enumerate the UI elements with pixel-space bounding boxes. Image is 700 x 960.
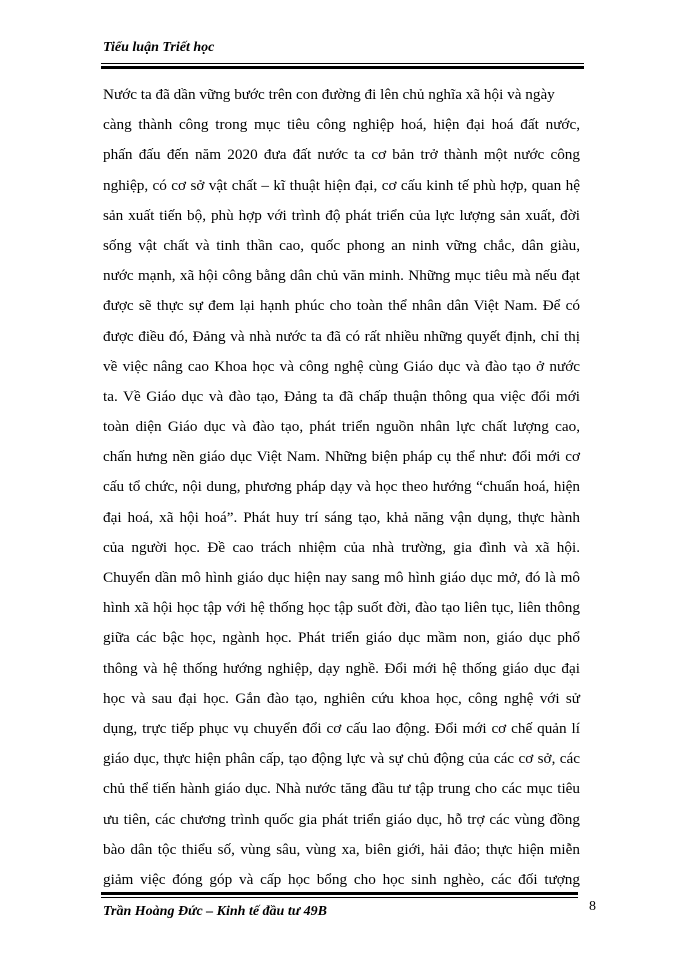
header-divider <box>101 63 584 69</box>
text-line: chủ thể tiến hành giáo dục. Nhà nước tăng đầu tư tập trung cho các mục tiêu <box>103 780 580 798</box>
footer-divider <box>101 892 578 898</box>
text-line: ta. Về Giáo dục và đào tạo, Đảng ta đã chấp thuận thông qua việc đổi mới <box>103 387 580 405</box>
text-line: hình xã hội học tập với hệ thống học tập suốt đời, đào tạo liên tục, liên thông <box>103 599 580 617</box>
text-line: nghiệp, có cơ sở vật chất – kĩ thuật hiện đại, cơ cấu kinh tế phù hợp, quan hệ <box>103 176 580 194</box>
text-line: Chuyển dần mô hình giáo dục hiện nay sang mô hình giáo dục mở, đó là mô <box>103 569 580 586</box>
text-line: đại hoá, xã hội hoá”. Phát huy trí sáng tạo, khả năng vận dụng, thực hành <box>103 508 580 526</box>
text-line: toàn diện Giáo dục và đào tạo, phát triển nguồn nhân lực chất lượng cao, <box>103 418 580 436</box>
header-title: Tiểu luận Triết học <box>103 40 215 55</box>
text-line: được sẽ thực sự đem lại hạnh phúc cho toàn thể nhân dân Việt Nam. Để có <box>103 297 580 315</box>
text-line: ưu tiên, các chương trình quốc gia phát triển giáo dục, hỗ trợ các vùng đồng <box>103 810 580 828</box>
text-line: bào dân tộc thiểu số, vùng sâu, vùng xa, biên giới, hải đảo; thực hiện miễn <box>103 840 580 858</box>
text-line: học và sau đại học. Gắn đào tạo, nghiên cứu khoa học, công nghệ với sử <box>103 689 580 707</box>
text-line: thông và hệ thống hướng nghiệp, dạy nghề. Đổi mới hệ thống giáo dục đại <box>103 659 580 677</box>
text-line: của người học. Đề cao trách nhiệm của nhà trường, gia đình và xã hội. <box>103 538 580 556</box>
text-line: chấn hưng nền giáo dục Việt Nam. Những biện pháp cụ thể như: đổi mới cơ <box>103 448 580 466</box>
text-line: nước mạnh, xã hội công bằng dân chủ văn minh. Những mục tiêu mà nếu đạt <box>103 267 580 285</box>
text-line: giáo dục, thực hiện phân cấp, tạo động lực và sự chủ động của các cơ sở, các <box>103 750 580 768</box>
text-line: càng thành công trong mục tiêu công nghiệp hoá, hiện đại hoá đất nước, <box>103 116 580 134</box>
text-line: giữa các bậc học, ngành học. Phát triển giáo dục mầm non, giáo dục phổ <box>103 629 580 647</box>
text-line: cấu tổ chức, nội dung, phương pháp dạy và học theo hướng “chuẩn hoá, hiện <box>103 478 580 496</box>
text-line: dụng, trực tiếp phục vụ chuyển đổi cơ cấu lao động. Đổi mới cơ chế quản lí <box>103 719 580 737</box>
footer-author: Trần Hoàng Đức – Kinh tế đầu tư 49B <box>103 904 327 919</box>
body-paragraph <box>103 80 580 895</box>
page-number: 8 <box>589 899 596 914</box>
text-line: về việc nâng cao Khoa học và công nghệ cùng Giáo dục và đào tạo ở nước <box>103 357 580 375</box>
text-line: sản xuất tiến bộ, phù hợp với trình độ phát triển của lực lượng sản xuất, đời <box>103 206 580 224</box>
text-line: giảm việc đóng góp và cấp học bổng cho học sinh nghèo, các đối tượng <box>103 870 580 888</box>
text-line: phấn đấu đến năm 2020 đưa đất nước ta cơ bản trở thành một nước công <box>103 146 580 164</box>
text-line: được điều đó, Đảng và nhà nước ta đã có rất nhiều những quyết định, chỉ thị <box>103 327 580 345</box>
text-line: Nước ta đã dần vững bước trên con đường đi lên chủ nghĩa xã hội và ngày <box>103 86 555 103</box>
text-line: sống vật chất và tinh thần cao, quốc phong an ninh vững chắc, dân giàu, <box>103 236 580 254</box>
